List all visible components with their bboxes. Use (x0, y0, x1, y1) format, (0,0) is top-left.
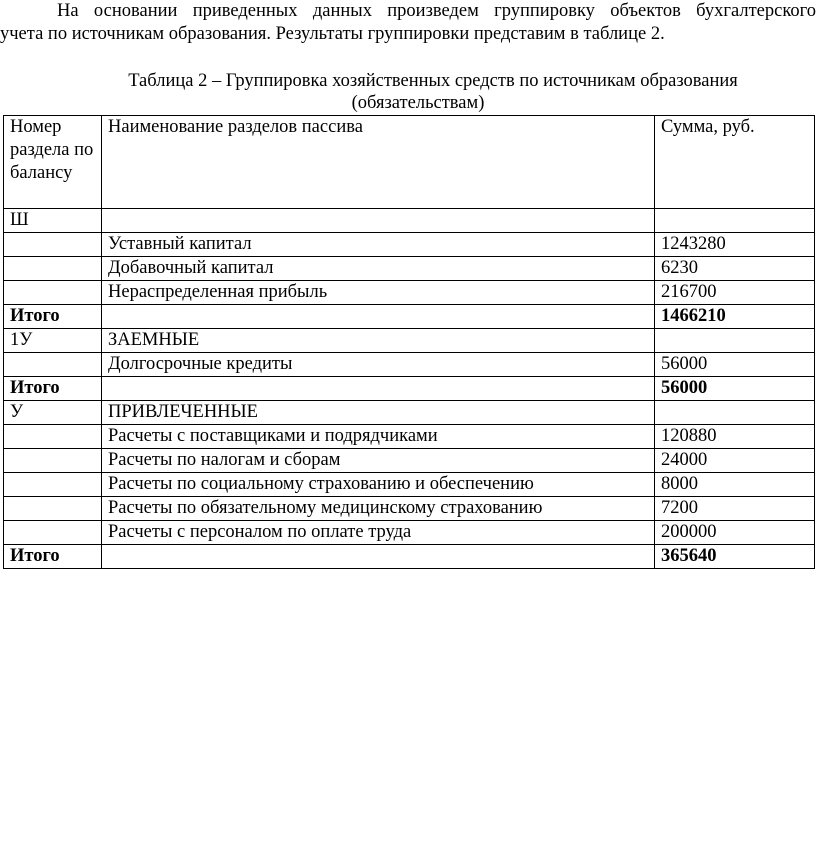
table-row (4, 521, 815, 545)
cell-section-name: Нераспределенная прибыль (102, 281, 655, 305)
cell-amount: 365640 (655, 545, 815, 569)
cell-section-name: Расчеты с поставщиками и подрядчиками (102, 425, 655, 449)
cell-amount: 6230 (655, 257, 815, 281)
cell-section-number (4, 257, 102, 281)
cell-section-number (4, 281, 102, 305)
cell-section-name (102, 209, 655, 233)
cell-section-number (4, 353, 102, 377)
table-row (4, 281, 815, 305)
table-row (4, 449, 815, 473)
cell-amount: 24000 (655, 449, 815, 473)
cell-section-number (4, 425, 102, 449)
cell-section-name: Расчеты по социальному страхованию и обеспечению (102, 473, 655, 497)
cell-amount (655, 209, 815, 233)
table-body (4, 209, 815, 569)
cell-section-name (102, 377, 655, 401)
table-row (4, 257, 815, 281)
liabilities-table (3, 115, 815, 569)
cell-amount: 1466210 (655, 305, 815, 329)
cell-section-number: Итого (4, 377, 102, 401)
cell-section-number: Итого (4, 545, 102, 569)
cell-section-name: ПРИВЛЕЧЕННЫЕ (102, 401, 655, 425)
table-row (4, 209, 815, 233)
cell-section-name: Долгосрочные кредиты (102, 353, 655, 377)
table-total-row (4, 545, 815, 569)
cell-amount: 7200 (655, 497, 815, 521)
header-section-number: Номер раздела по балансу (4, 116, 102, 209)
cell-amount: 56000 (655, 353, 815, 377)
cell-section-name: Расчеты по налогам и сборам (102, 449, 655, 473)
cell-amount: 56000 (655, 377, 815, 401)
table-caption-line-1: Таблица 2 – Группировка хозяйственных средств по источникам образования (128, 71, 738, 91)
cell-amount: 216700 (655, 281, 815, 305)
cell-section-name: ЗАЕМНЫЕ (102, 329, 655, 353)
cell-section-name (102, 305, 655, 329)
header-amount: Сумма, руб. (655, 116, 815, 209)
cell-section-name: Расчеты с персоналом по оплате труда (102, 521, 655, 545)
cell-amount: 200000 (655, 521, 815, 545)
cell-section-number (4, 521, 102, 545)
table-row (4, 401, 815, 425)
cell-amount: 8000 (655, 473, 815, 497)
cell-section-number (4, 473, 102, 497)
cell-section-number (4, 233, 102, 257)
cell-section-number: У (4, 401, 102, 425)
cell-section-number (4, 449, 102, 473)
cell-amount: 120880 (655, 425, 815, 449)
intro-line-1: На основании приведенных данных произведем группировку объектов бухгалтерского (57, 1, 816, 21)
table-total-row (4, 305, 815, 329)
table-row (4, 353, 815, 377)
intro-paragraph (0, 0, 816, 46)
table-header-row (4, 116, 815, 209)
table-row (4, 329, 815, 353)
table-caption (0, 70, 816, 114)
table-row (4, 233, 815, 257)
cell-amount (655, 401, 815, 425)
table-caption-line-2: (обязательствам) (351, 93, 485, 113)
cell-section-number: Ш (4, 209, 102, 233)
cell-section-name (102, 545, 655, 569)
cell-section-name: Уставный капитал (102, 233, 655, 257)
cell-section-name: Расчеты по обязательному медицинскому страхованию (102, 497, 655, 521)
table-total-row (4, 377, 815, 401)
header-section-name: Наименование разделов пассива (102, 116, 655, 209)
cell-section-number: 1У (4, 329, 102, 353)
cell-section-name: Добавочный капитал (102, 257, 655, 281)
intro-line-2: учета по источникам образования. Результаты группировки представим в таблице 2. (0, 24, 665, 44)
table-row (4, 497, 815, 521)
cell-amount: 1243280 (655, 233, 815, 257)
cell-section-number: Итого (4, 305, 102, 329)
cell-amount (655, 329, 815, 353)
table-row (4, 473, 815, 497)
table-row (4, 425, 815, 449)
cell-section-number (4, 497, 102, 521)
